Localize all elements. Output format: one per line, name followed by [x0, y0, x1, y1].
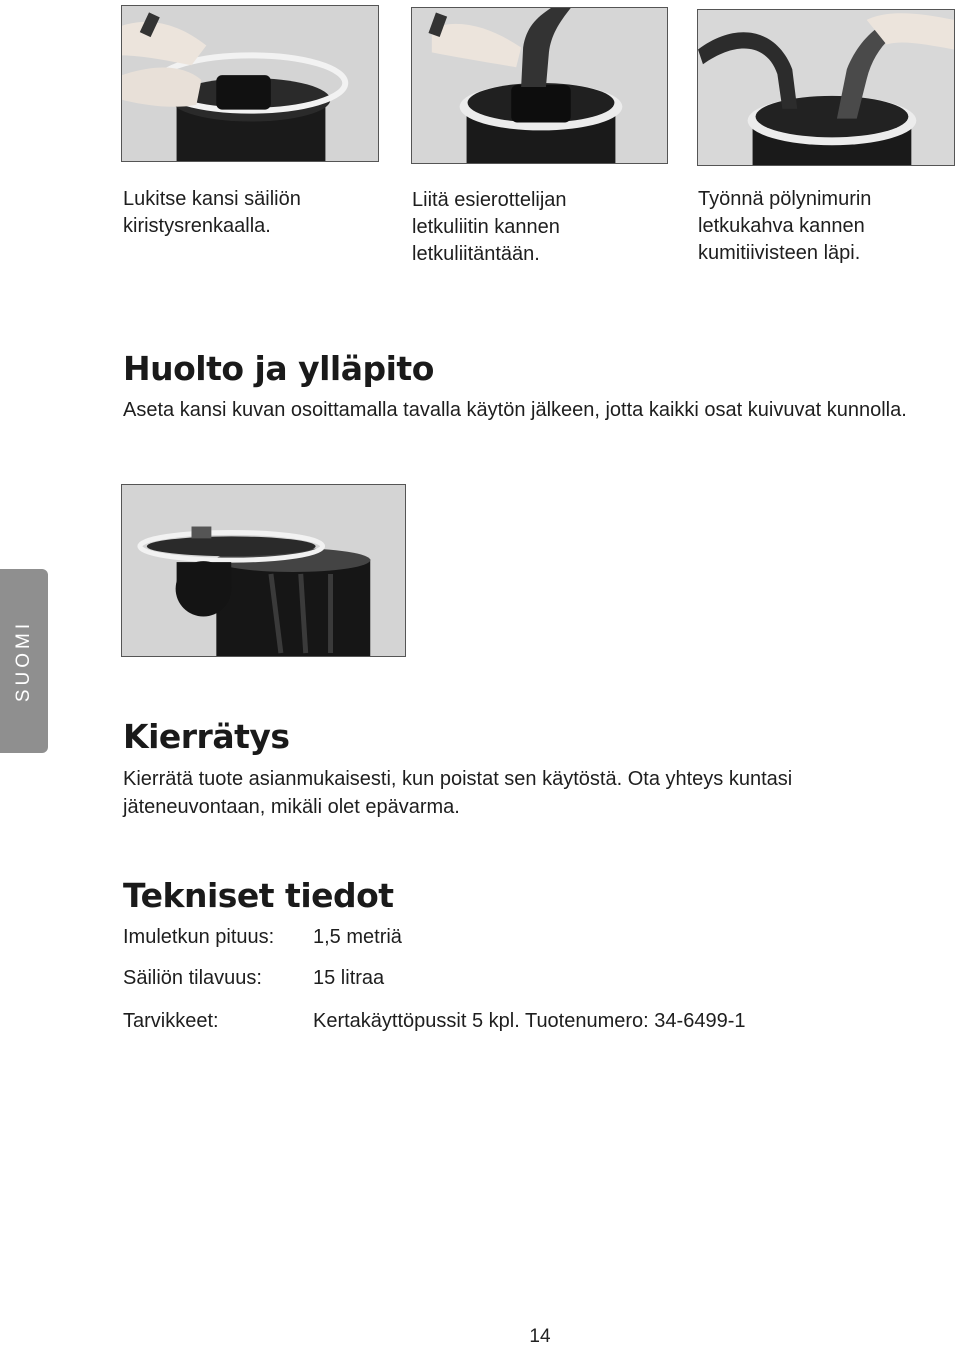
- caption-step-1: Lukitse kansi säiliön kiristysrenkaalla.: [123, 188, 301, 237]
- specs-heading: Tekniset tiedot: [123, 876, 394, 915]
- spec-value: Kertakäyttöpussit 5 kpl. Tuotenumero: 34-6499-1: [313, 1010, 746, 1032]
- maintenance-text: Aseta kansi kuvan osoittamalla tavalla käytön jälkeen, jotta kaikki osat kuivuvat kunnolla.: [123, 399, 907, 421]
- page-number: 14: [529, 1326, 551, 1347]
- photo-lock-lid-ring: [121, 5, 379, 162]
- spec-value: 1,5 metriä: [313, 926, 402, 948]
- caption-step-3: Työnnä pölynimurin letkukahva kannen kumitiivisteen läpi.: [698, 188, 872, 264]
- maintenance-heading: Huolto ja ylläpito: [123, 349, 434, 388]
- spec-label: Säiliön tilavuus:: [123, 967, 262, 989]
- spec-label: Tarvikkeet:: [123, 1010, 219, 1032]
- photo-lid-drying-position: [121, 484, 406, 657]
- photo-push-vacuum-hose: [697, 9, 955, 166]
- caption-step-2: Liitä esierottelijan letkuliitin kannen letkuliitäntään.: [412, 189, 567, 265]
- spec-label: Imuletkun pituus:: [123, 926, 275, 948]
- language-tab-label: SUOMI: [13, 619, 34, 703]
- photo-connect-hose: [411, 7, 668, 164]
- recycling-text: Kierrätä tuote asianmukaisesti, kun poistat sen käytöstä. Ota yhteys kuntasi jäteneuvontaan, mikäli olet epävarma.: [123, 768, 793, 818]
- spec-value: 15 litraa: [313, 967, 385, 989]
- recycling-heading: Kierrätys: [123, 717, 290, 756]
- language-tab: [0, 569, 48, 753]
